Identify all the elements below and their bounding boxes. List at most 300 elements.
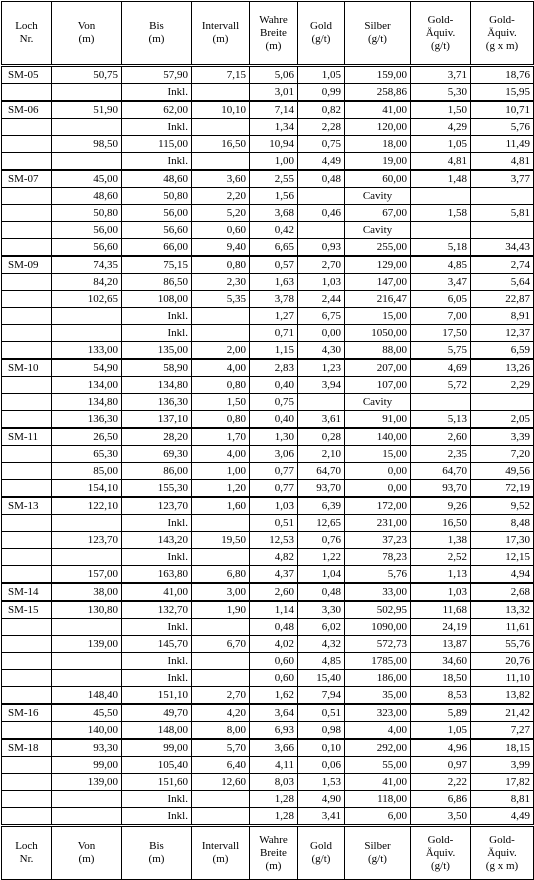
table-cell: 1,62	[250, 687, 298, 705]
table-cell: 0,48	[298, 170, 345, 188]
table-cell: 1,03	[298, 274, 345, 291]
column-footer-cell: Wahre Breite (m)	[250, 826, 298, 880]
table-cell: 1,05	[411, 136, 471, 153]
table-cell	[192, 808, 250, 826]
table-cell	[52, 619, 122, 636]
table-cell: 0,51	[250, 515, 298, 532]
table-cell	[52, 653, 122, 670]
table-cell: 3,78	[250, 291, 298, 308]
table-cell: 2,74	[471, 256, 534, 274]
table-cell	[2, 411, 52, 429]
table-cell	[2, 549, 52, 566]
table-cell: 1,00	[192, 463, 250, 480]
table-cell	[298, 394, 345, 411]
table-cell: 1,70	[192, 428, 250, 446]
table-cell: 2,83	[250, 359, 298, 377]
column-footer-cell: Silber (g/t)	[345, 826, 411, 880]
table-cell: 2,20	[192, 188, 250, 205]
table-cell: 3,66	[250, 739, 298, 757]
table-cell: 4,32	[298, 636, 345, 653]
table-cell: 78,23	[345, 549, 411, 566]
table-row	[2, 291, 534, 308]
table-cell: 13,26	[471, 359, 534, 377]
table-cell: 2,28	[298, 119, 345, 136]
table-cell	[192, 653, 250, 670]
table-cell: 10,10	[192, 101, 250, 119]
table-row	[2, 757, 534, 774]
table-cell: 5,30	[411, 84, 471, 102]
table-cell: 2,10	[298, 446, 345, 463]
table-cell: 0,80	[192, 256, 250, 274]
table-cell: 5,70	[192, 739, 250, 757]
table-cell: 8,53	[411, 687, 471, 705]
table-cell: 0,60	[250, 670, 298, 687]
table-cell: 172,00	[345, 497, 411, 515]
table-cell: 572,73	[345, 636, 411, 653]
table-cell: 48,60	[122, 170, 192, 188]
table-cell: 1,48	[411, 170, 471, 188]
table-cell: 186,00	[345, 670, 411, 687]
table-cell: 7,20	[471, 446, 534, 463]
table-cell: 6,70	[192, 636, 250, 653]
table-row	[2, 549, 534, 566]
table-cell: 93,30	[52, 739, 122, 757]
table-cell: 3,01	[250, 84, 298, 102]
table-cell: 5,76	[345, 566, 411, 584]
table-cell	[471, 188, 534, 205]
table-cell	[2, 205, 52, 222]
table-cell: 148,00	[122, 722, 192, 740]
table-cell: 2,68	[471, 583, 534, 601]
table-cell: 0,00	[345, 480, 411, 498]
table-cell: 6,80	[192, 566, 250, 584]
table-cell: 1,23	[298, 359, 345, 377]
table-cell	[192, 670, 250, 687]
table-cell: 8,48	[471, 515, 534, 532]
table-cell: 64,70	[411, 463, 471, 480]
table-row	[2, 808, 534, 826]
table-cell: 86,50	[122, 274, 192, 291]
table-cell	[2, 636, 52, 653]
table-cell: 93,70	[411, 480, 471, 498]
table-cell: 1,63	[250, 274, 298, 291]
table-cell: 140,00	[345, 428, 411, 446]
table-cell: 11,61	[471, 619, 534, 636]
table-cell: 0,82	[298, 101, 345, 119]
column-footer-cell: Gold- Äquiv. (g/t)	[411, 826, 471, 880]
table-cell: 1,15	[250, 342, 298, 360]
table-cell: 1,56	[250, 188, 298, 205]
table-cell: 13,87	[411, 636, 471, 653]
table-cell: 34,60	[411, 653, 471, 670]
table-row	[2, 119, 534, 136]
table-cell: 5,76	[471, 119, 534, 136]
table-cell: 19,50	[192, 532, 250, 549]
table-cell: 12,65	[298, 515, 345, 532]
table-cell: 0,71	[250, 325, 298, 342]
table-cell: 55,76	[471, 636, 534, 653]
table-cell	[2, 670, 52, 687]
table-cell	[52, 153, 122, 171]
table-cell: 3,71	[411, 66, 471, 84]
table-cell	[2, 342, 52, 360]
table-cell: 65,30	[52, 446, 122, 463]
table-cell: SM-11	[2, 428, 52, 446]
table-cell: 24,19	[411, 619, 471, 636]
table-row	[2, 583, 534, 601]
table-row	[2, 428, 534, 446]
table-cell: 0,57	[250, 256, 298, 274]
table-cell: 5,06	[250, 66, 298, 84]
table-cell: 1,30	[250, 428, 298, 446]
table-cell	[2, 515, 52, 532]
table-row	[2, 411, 534, 429]
table-row	[2, 566, 534, 584]
table-cell	[2, 757, 52, 774]
table-cell: 2,44	[298, 291, 345, 308]
table-cell: Inkl.	[122, 791, 192, 808]
table-cell: Cavity	[345, 188, 411, 205]
table-cell: 6,65	[250, 239, 298, 257]
table-cell: 1,00	[250, 153, 298, 171]
table-cell: 56,00	[122, 205, 192, 222]
table-cell: 1,90	[192, 601, 250, 619]
table-cell: 12,37	[471, 325, 534, 342]
table-cell: 2,35	[411, 446, 471, 463]
table-cell: 1050,00	[345, 325, 411, 342]
table-cell: 0,80	[192, 411, 250, 429]
table-row	[2, 136, 534, 153]
table-cell: 50,80	[52, 205, 122, 222]
table-cell: 231,00	[345, 515, 411, 532]
table-cell: 5,89	[411, 704, 471, 722]
table-cell: 139,00	[52, 636, 122, 653]
table-row	[2, 256, 534, 274]
table-row	[2, 670, 534, 687]
table-cell: 11,49	[471, 136, 534, 153]
table-row	[2, 619, 534, 636]
table-cell: 6,93	[250, 722, 298, 740]
table-cell	[2, 463, 52, 480]
table-cell: 17,30	[471, 532, 534, 549]
table-cell: 4,00	[345, 722, 411, 740]
table-cell: 91,00	[345, 411, 411, 429]
table-cell: 98,50	[52, 136, 122, 153]
table-cell: 1,27	[250, 308, 298, 325]
table-cell: 502,95	[345, 601, 411, 619]
table-row	[2, 532, 534, 549]
table-cell: SM-14	[2, 583, 52, 601]
table-row	[2, 739, 534, 757]
table-cell: 2,00	[192, 342, 250, 360]
table-cell	[2, 188, 52, 205]
table-cell: Inkl.	[122, 325, 192, 342]
table-cell: 3,47	[411, 274, 471, 291]
table-row	[2, 359, 534, 377]
table-cell: 163,80	[122, 566, 192, 584]
table-cell: 4,96	[411, 739, 471, 757]
table-cell: 0,97	[411, 757, 471, 774]
table-cell	[192, 619, 250, 636]
table-cell: 38,00	[52, 583, 122, 601]
table-cell	[2, 308, 52, 325]
table-cell: 3,30	[298, 601, 345, 619]
table-cell: 0,40	[250, 411, 298, 429]
table-cell	[2, 274, 52, 291]
table-cell: 3,60	[192, 170, 250, 188]
table-body	[2, 66, 534, 826]
drill-results-table	[1, 1, 534, 880]
table-cell: 17,50	[411, 325, 471, 342]
table-cell: Inkl.	[122, 153, 192, 171]
table-cell: 4,81	[471, 153, 534, 171]
table-cell: 148,40	[52, 687, 122, 705]
table-cell: 15,95	[471, 84, 534, 102]
table-cell: 1,05	[298, 66, 345, 84]
table-cell: 2,60	[250, 583, 298, 601]
table-cell: 6,02	[298, 619, 345, 636]
table-cell: 5,18	[411, 239, 471, 257]
table-cell: 323,00	[345, 704, 411, 722]
table-cell: 1,05	[411, 722, 471, 740]
table-cell: SM-09	[2, 256, 52, 274]
table-cell: 130,80	[52, 601, 122, 619]
table-cell: SM-15	[2, 601, 52, 619]
table-cell: 7,14	[250, 101, 298, 119]
column-footer-cell: Gold (g/t)	[298, 826, 345, 880]
table-cell: 67,00	[345, 205, 411, 222]
table-cell: 4,69	[411, 359, 471, 377]
table-cell: 34,43	[471, 239, 534, 257]
table-cell: 1,04	[298, 566, 345, 584]
table-cell: 1,58	[411, 205, 471, 222]
table-cell: 15,00	[345, 446, 411, 463]
table-cell: 11,10	[471, 670, 534, 687]
table-cell	[2, 325, 52, 342]
table-row	[2, 308, 534, 325]
table-cell: 16,50	[192, 136, 250, 153]
table-cell: 56,60	[122, 222, 192, 239]
table-cell: 3,50	[411, 808, 471, 826]
table-cell: 143,20	[122, 532, 192, 549]
table-cell: 1,22	[298, 549, 345, 566]
table-cell: 0,48	[250, 619, 298, 636]
table-cell: 3,41	[298, 808, 345, 826]
table-cell: 258,86	[345, 84, 411, 102]
table-cell: 3,00	[192, 583, 250, 601]
table-cell: Inkl.	[122, 515, 192, 532]
table-cell: 49,56	[471, 463, 534, 480]
table-cell: 4,81	[411, 153, 471, 171]
table-cell: 5,72	[411, 377, 471, 394]
table-cell: Inkl.	[122, 653, 192, 670]
table-cell: 7,27	[471, 722, 534, 740]
table-cell	[411, 188, 471, 205]
table-cell: 1,60	[192, 497, 250, 515]
table-cell: 1,50	[411, 101, 471, 119]
table-cell	[2, 446, 52, 463]
table-cell: 1,53	[298, 774, 345, 791]
table-cell	[2, 619, 52, 636]
table-cell: 4,00	[192, 446, 250, 463]
table-cell: 22,87	[471, 291, 534, 308]
table-row	[2, 239, 534, 257]
table-cell: SM-07	[2, 170, 52, 188]
table-cell: 1,38	[411, 532, 471, 549]
table-cell: 0,42	[250, 222, 298, 239]
table-cell: 45,50	[52, 704, 122, 722]
table-cell: 62,00	[122, 101, 192, 119]
table-row	[2, 222, 534, 239]
table-cell: 0,80	[192, 377, 250, 394]
table-cell: Cavity	[345, 222, 411, 239]
table-cell: 1,03	[250, 497, 298, 515]
table-cell: 12,60	[192, 774, 250, 791]
column-header-cell: Bis (m)	[122, 2, 192, 66]
table-cell: 2,22	[411, 774, 471, 791]
table-cell: 4,30	[298, 342, 345, 360]
table-cell: 2,60	[411, 428, 471, 446]
table-cell	[298, 222, 345, 239]
table-cell: 13,82	[471, 687, 534, 705]
table-cell	[52, 549, 122, 566]
column-footer-cell: Loch Nr.	[2, 826, 52, 880]
table-row	[2, 463, 534, 480]
table-row	[2, 66, 534, 84]
table-cell	[2, 222, 52, 239]
table-cell: 41,00	[345, 774, 411, 791]
table-cell: 0,10	[298, 739, 345, 757]
table-cell: 2,70	[192, 687, 250, 705]
table-cell: 136,30	[122, 394, 192, 411]
table-cell: 20,76	[471, 653, 534, 670]
table-cell: 4,94	[471, 566, 534, 584]
table-cell: 4,85	[298, 653, 345, 670]
table-cell: Cavity	[345, 394, 411, 411]
table-cell: 13,32	[471, 601, 534, 619]
table-cell: 133,00	[52, 342, 122, 360]
table-cell: 147,00	[345, 274, 411, 291]
table-row	[2, 601, 534, 619]
table-cell: Inkl.	[122, 619, 192, 636]
table-cell: 6,39	[298, 497, 345, 515]
table-cell: 4,29	[411, 119, 471, 136]
table-cell: 54,90	[52, 359, 122, 377]
table-cell: 5,13	[411, 411, 471, 429]
table-cell: Inkl.	[122, 308, 192, 325]
table-cell: 1090,00	[345, 619, 411, 636]
table-cell	[192, 325, 250, 342]
table-cell: 69,30	[122, 446, 192, 463]
table-cell: 8,00	[192, 722, 250, 740]
column-footer-cell: Gold- Äquiv. (g x m)	[471, 826, 534, 880]
table-cell: 120,00	[345, 119, 411, 136]
table-cell	[2, 566, 52, 584]
table-cell: 0,76	[298, 532, 345, 549]
table-cell: 3,39	[471, 428, 534, 446]
table-cell: 18,15	[471, 739, 534, 757]
table-cell: 3,77	[471, 170, 534, 188]
table-cell: SM-18	[2, 739, 52, 757]
table-row	[2, 722, 534, 740]
table-cell: 35,00	[345, 687, 411, 705]
table-row	[2, 774, 534, 791]
table-cell: 6,00	[345, 808, 411, 826]
column-header-cell: Gold- Äquiv. (g x m)	[471, 2, 534, 66]
table-cell	[192, 515, 250, 532]
table-cell: Inkl.	[122, 84, 192, 102]
table-cell: 0,00	[345, 463, 411, 480]
table-cell: 7,15	[192, 66, 250, 84]
table-cell: 58,90	[122, 359, 192, 377]
table-cell: 4,11	[250, 757, 298, 774]
table-row	[2, 515, 534, 532]
table-cell: 2,70	[298, 256, 345, 274]
table-cell: 0,48	[298, 583, 345, 601]
table-cell: 10,94	[250, 136, 298, 153]
table-cell: 12,53	[250, 532, 298, 549]
table-cell: 41,00	[122, 583, 192, 601]
table-row	[2, 101, 534, 119]
table-cell	[2, 394, 52, 411]
table-cell: 115,00	[122, 136, 192, 153]
table-cell	[2, 153, 52, 171]
table-cell: 5,35	[192, 291, 250, 308]
table-cell: 2,05	[471, 411, 534, 429]
table-cell: 2,52	[411, 549, 471, 566]
table-cell: 28,20	[122, 428, 192, 446]
table-cell: 6,86	[411, 791, 471, 808]
table-cell: 45,00	[52, 170, 122, 188]
table-row	[2, 342, 534, 360]
table-cell: 4,90	[298, 791, 345, 808]
column-header-cell: Loch Nr.	[2, 2, 52, 66]
column-header-cell: Von (m)	[52, 2, 122, 66]
table-cell	[192, 84, 250, 102]
table-row	[2, 153, 534, 171]
table-cell: 7,00	[411, 308, 471, 325]
table-cell: 99,00	[122, 739, 192, 757]
column-header-cell: Gold (g/t)	[298, 2, 345, 66]
table-cell: 2,29	[471, 377, 534, 394]
table-cell	[471, 394, 534, 411]
table-cell: 1,13	[411, 566, 471, 584]
table-cell	[192, 119, 250, 136]
table-cell: 255,00	[345, 239, 411, 257]
table-cell: 154,10	[52, 480, 122, 498]
table-cell	[192, 791, 250, 808]
table-cell	[52, 119, 122, 136]
table-cell: 18,50	[411, 670, 471, 687]
table-cell: 18,00	[345, 136, 411, 153]
table-row	[2, 394, 534, 411]
table-cell: SM-06	[2, 101, 52, 119]
table-row	[2, 480, 534, 498]
column-header-cell: Gold- Äquiv. (g/t)	[411, 2, 471, 66]
table-cell: 134,00	[52, 377, 122, 394]
table-row	[2, 84, 534, 102]
table-cell: 3,68	[250, 205, 298, 222]
table-cell: 132,70	[122, 601, 192, 619]
table-cell: 207,00	[345, 359, 411, 377]
table-cell: 0,75	[298, 136, 345, 153]
table-cell: 3,61	[298, 411, 345, 429]
table-cell: 26,50	[52, 428, 122, 446]
table-cell: 5,20	[192, 205, 250, 222]
table-cell	[2, 653, 52, 670]
table-cell: 292,00	[345, 739, 411, 757]
table-cell: Inkl.	[122, 670, 192, 687]
